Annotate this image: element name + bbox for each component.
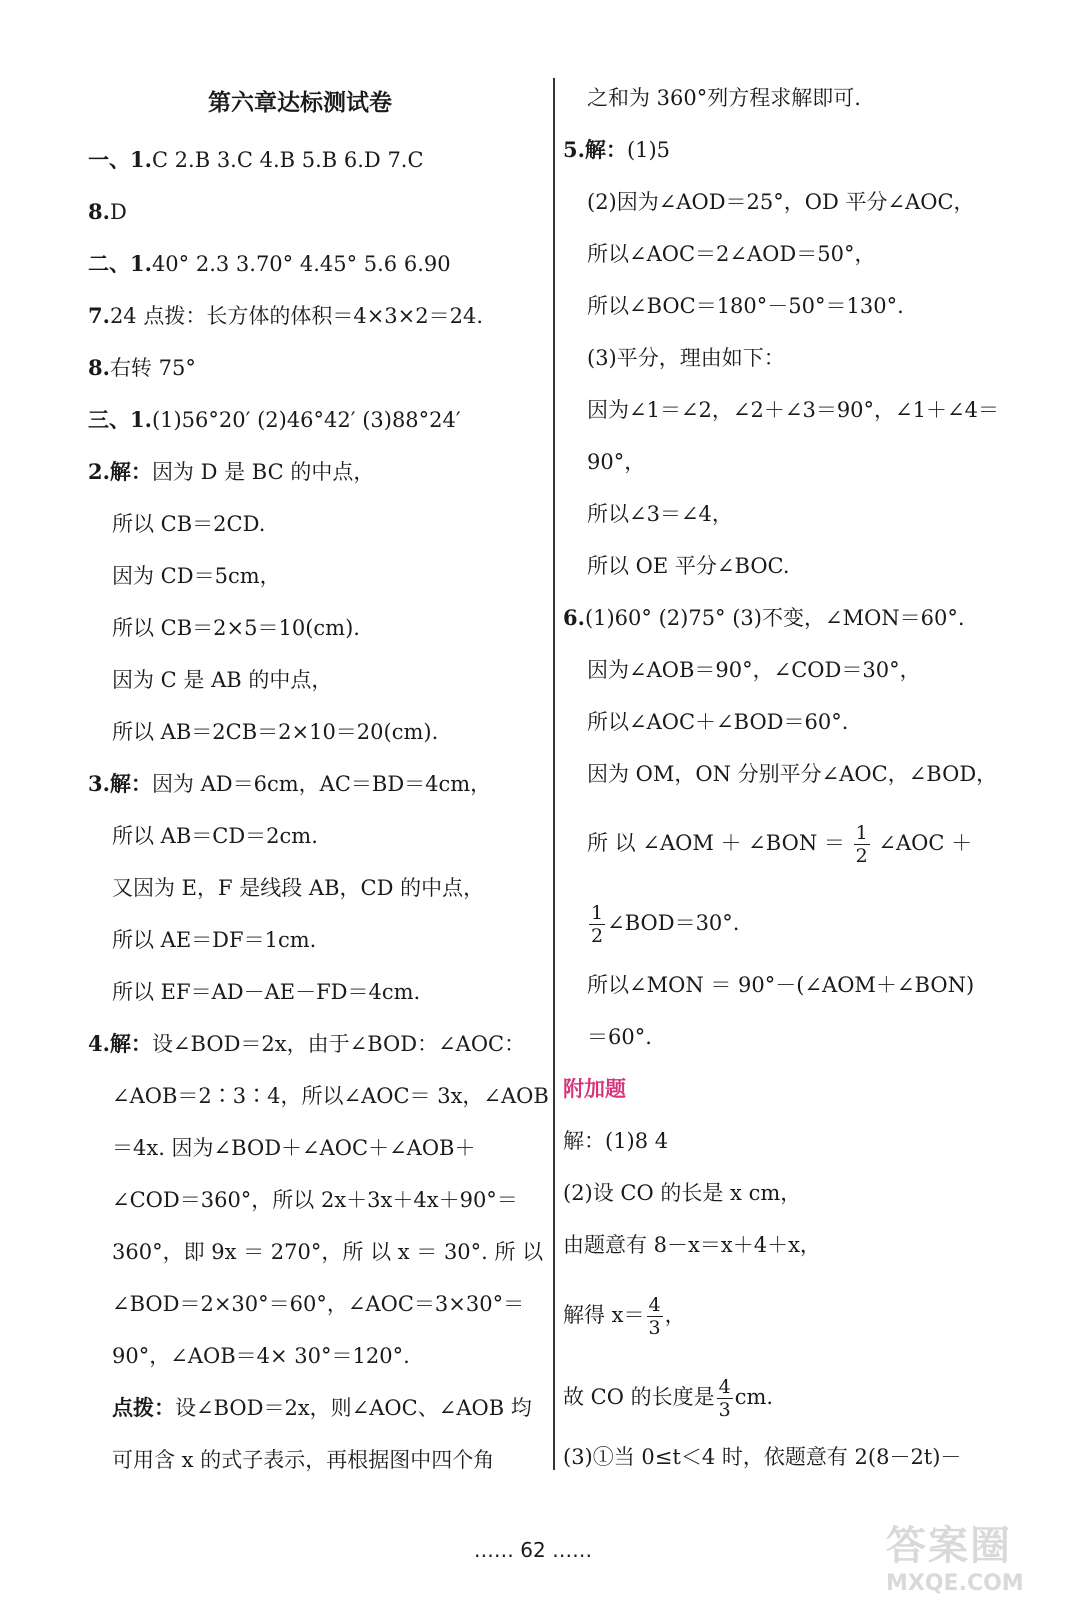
answer-line: 由题意有 8－x＝x＋4＋x，: [563, 1233, 821, 1257]
answer-line: ＝4x. 因为∠BOD＋∠AOC＋∠AOB＋: [112, 1136, 476, 1160]
fraction-one-half: $\frac{1}{2}$: [591, 902, 604, 947]
section-heading: 附加题: [563, 1076, 626, 1101]
answer-line: 所以∠MON ＝ 90°－(∠AOM＋∠BON): [587, 973, 975, 997]
answer-line: ＝60°.: [587, 1025, 652, 1049]
fraction-four-thirds: $\frac{4}{3}$: [718, 1376, 731, 1421]
answer-line: 解得 x＝ $\frac{4}{3}$ ，: [563, 1294, 686, 1339]
page-title: 第六章达标测试卷: [208, 89, 392, 116]
item-number: 一、1.: [88, 147, 152, 172]
answer-line: 所以∠AOC＝2∠AOD＝50°，: [587, 242, 876, 266]
answer-line: 2.解：因为 D 是 BC 的中点，: [88, 459, 375, 484]
item-number: 4.解：: [88, 1031, 152, 1056]
answer-line: 8.D: [88, 199, 127, 224]
answer-line: ∠COD＝360°，所以 2x＋3x＋4x＋90°＝: [112, 1188, 518, 1212]
fraction-line-text: ∠AOC ＋: [878, 831, 973, 855]
answer-line: 所以∠3＝∠4，: [587, 502, 733, 526]
answer-line: ∠BOD＝2×30°＝60°，∠AOC＝3×30°＝: [112, 1292, 525, 1316]
answer-line: 所以 EF＝AD－AE－FD＝4cm.: [112, 980, 421, 1004]
item-number: 3.解：: [88, 771, 152, 796]
answer-line: 4.解：设∠BOD＝2x，由于∠BOD：∠AOC：: [88, 1031, 526, 1056]
item-number: 8.: [88, 355, 110, 380]
answer-line: 所以 AE＝DF＝1cm.: [112, 928, 317, 952]
answer-line: 90°，: [587, 450, 646, 474]
column-divider: [553, 78, 555, 1470]
answer-line: [587, 822, 972, 867]
item-number: 5.解：: [563, 137, 627, 162]
item-number: 点拨：: [112, 1395, 175, 1420]
item-number: 7.: [88, 303, 110, 328]
item-number: 2.解：: [88, 459, 152, 484]
answer-line: 8.右转 75°: [88, 355, 196, 380]
answer-line: 所以 CB＝2×5＝10(cm).: [112, 616, 360, 640]
fraction-line-text: 所 以 ∠AOM ＋ ∠BON ＝: [587, 831, 845, 855]
answer-line: 360°，即 9x ＝ 270°，所 以 x ＝ 30°. 所 以: [112, 1240, 544, 1264]
watermark: [886, 1514, 1046, 1596]
item-number: 二、1.: [88, 251, 152, 276]
answer-line: 所以 AB＝CD＝2cm.: [112, 824, 318, 848]
answer-line: 所以 CB＝2CD.: [112, 512, 266, 536]
item-number: 8.: [88, 199, 110, 224]
watermark-url: MXQE.COM: [886, 1571, 1024, 1596]
answer-line: 因为∠1＝∠2，∠2＋∠3＝90°，∠1＋∠4＝: [587, 398, 999, 422]
answer-line: 故 CO 的长度是 $\frac{4}{3}$ cm.: [563, 1376, 774, 1421]
answer-line: 3.解：因为 AD＝6cm，AC＝BD＝4cm，: [88, 771, 492, 796]
answer-line: (3)平分，理由如下：: [587, 346, 785, 370]
answer-line: 之和为 360°列方程求解即可.: [587, 86, 861, 110]
answer-line: 所以∠BOC＝180°－50°＝130°.: [587, 294, 904, 318]
answer-line: 6.(1)60° (2)75° (3)不变，∠MON＝60°.: [563, 605, 965, 630]
answer-line: 所以 AB＝2CB＝2×10＝20(cm).: [112, 720, 439, 744]
answer-line: 点拨：设∠BOD＝2x，则∠AOC、∠AOB 均: [112, 1395, 532, 1420]
watermark-logo: 答案圈: [886, 1523, 1012, 1569]
item-number: 三、1.: [88, 407, 152, 432]
answer-line: 所以 OE 平分∠BOC.: [587, 554, 790, 578]
answer-line: 因为 OM，ON 分别平分∠AOC，∠BOD，: [587, 762, 998, 786]
answer-line: (3)①当 0≤t＜4 时，依题意有 2(8－2t)－: [563, 1445, 962, 1469]
answer-line: 解：(1)8 4: [563, 1129, 669, 1153]
answer-line: 因为 CD＝5cm，: [112, 564, 281, 588]
answer-line: 又因为 E，F 是线段 AB，CD 的中点，: [112, 876, 485, 900]
answer-line: 因为∠AOB＝90°，∠COD＝30°，: [587, 658, 921, 682]
answer-line: (2)设 CO 的长是 x cm，: [563, 1181, 802, 1205]
answer-line: $\frac{1}{2}$ ∠BOD＝30°.: [591, 902, 740, 947]
answer-line: 因为 C 是 AB 的中点，: [112, 668, 333, 692]
answer-line: (2)因为∠AOD＝25°，OD 平分∠AOC，: [587, 190, 975, 214]
answer-line: 一、1.C 2.B 3.C 4.B 5.B 6.D 7.C: [88, 147, 424, 172]
answer-line: 5.解：(1)5: [563, 137, 671, 162]
page-number: …… 62 ……: [473, 1538, 593, 1562]
answer-line: 所以∠AOC＋∠BOD＝60°.: [587, 710, 849, 734]
answer-line: 90°，∠AOB＝4× 30°＝120°.: [112, 1344, 410, 1368]
answer-line: 二、1.40° 2.3 3.70° 4.45° 5.6 6.90: [88, 251, 451, 276]
answer-line: 三、1.(1)56°20′ (2)46°42′ (3)88°24′: [88, 407, 461, 432]
fraction-four-thirds: $\frac{4}{3}$: [648, 1294, 661, 1339]
item-number: 6.: [563, 605, 585, 630]
fraction-one-half: $\frac{1}{2}$: [855, 822, 868, 867]
answer-line: ∠AOB＝2∶3∶4，所以∠AOC＝ 3x，∠AOB: [112, 1084, 549, 1108]
answer-line: 7.24 点拨：长方体的体积＝4×3×2＝24.: [88, 303, 484, 328]
answer-line: 可用含 x 的式子表示，再根据图中四个角: [112, 1448, 495, 1472]
